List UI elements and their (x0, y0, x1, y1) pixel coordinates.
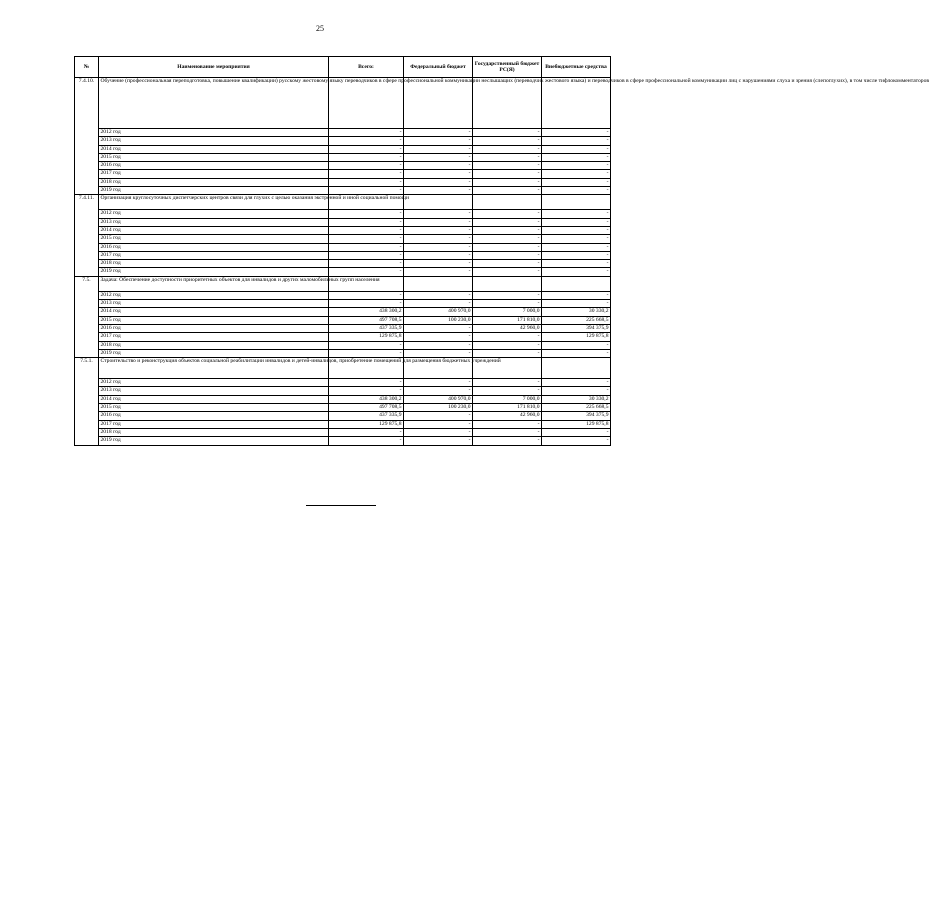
year-cell: 2015 год (99, 235, 329, 243)
table-row (75, 404, 611, 412)
federal-cell: 100 230,0 (404, 404, 473, 412)
budget-table (74, 56, 929, 446)
state-cell: - (473, 341, 542, 349)
total-cell: 437 335,9 (329, 324, 404, 332)
state-cell: - (473, 428, 542, 436)
federal-cell: - (404, 412, 473, 420)
table-row (75, 137, 611, 145)
header-name: Наименование мероприятия (99, 57, 329, 78)
total-cell: - (329, 170, 404, 178)
section-title: Строительство и реконструкция объектов социальной реабилитации инвалидов и детей-инвалидов, приобретение помещений для размещения бюджетных учреждений (99, 358, 329, 379)
federal-cell: - (404, 218, 473, 226)
year-cell: 2019 год (99, 268, 329, 276)
state-cell: 171 810,0 (473, 404, 542, 412)
extra-cell: - (542, 243, 611, 251)
table-row (75, 260, 611, 268)
federal-cell: 400 970,0 (404, 395, 473, 403)
year-cell: 2013 год (99, 218, 329, 226)
table-row (75, 218, 611, 226)
federal-cell: - (404, 187, 473, 195)
section-title: Задача: Обеспечение доступности приоритетных объектов для инвалидов и других маломобильных групп населения (99, 276, 329, 291)
state-cell: - (473, 187, 542, 195)
year-cell: 2014 год (99, 308, 329, 316)
extra-cell: - (542, 349, 611, 357)
state-cell: - (473, 291, 542, 299)
table-row (75, 341, 611, 349)
table-row (75, 243, 611, 251)
header-total: Всего: (329, 57, 404, 78)
total-cell: - (329, 428, 404, 436)
extra-cell: 30 330,2 (542, 308, 611, 316)
state-cell: - (473, 379, 542, 387)
year-cell: 2012 год (99, 379, 329, 387)
table-header-row (75, 57, 611, 78)
federal-cell: - (404, 170, 473, 178)
year-cell: 2017 год (99, 170, 329, 178)
total-cell: - (329, 291, 404, 299)
section-code: 7.4.10. (75, 78, 99, 195)
federal-cell: - (404, 129, 473, 137)
table-row (75, 324, 611, 332)
empty-cell (542, 358, 611, 379)
state-cell: 7 000,0 (473, 395, 542, 403)
table-row (75, 412, 611, 420)
state-cell: - (473, 210, 542, 218)
table-row (75, 187, 611, 195)
table-row (75, 437, 611, 445)
federal-cell: - (404, 260, 473, 268)
federal-cell: - (404, 379, 473, 387)
table-row (75, 300, 611, 308)
state-cell: 42 960,0 (473, 324, 542, 332)
year-cell: 2016 год (99, 412, 329, 420)
total-cell: - (329, 268, 404, 276)
year-cell: 2017 год (99, 420, 329, 428)
table-row (75, 251, 611, 259)
state-cell: - (473, 178, 542, 186)
header-federal: Федеральный бюджет (404, 57, 473, 78)
empty-cell (404, 195, 473, 210)
state-cell: - (473, 243, 542, 251)
year-cell: 2017 год (99, 251, 329, 259)
extra-cell: - (542, 437, 611, 445)
extra-cell: - (542, 178, 611, 186)
federal-cell: - (404, 178, 473, 186)
extra-cell: - (542, 260, 611, 268)
federal-cell: - (404, 210, 473, 218)
year-cell: 2019 год (99, 437, 329, 445)
table-row (75, 333, 611, 341)
state-cell: 42 960,0 (473, 412, 542, 420)
extra-cell: 225 668,5 (542, 404, 611, 412)
total-cell: - (329, 387, 404, 395)
total-cell: 497 708,5 (329, 404, 404, 412)
federal-cell: - (404, 268, 473, 276)
year-cell: 2016 год (99, 243, 329, 251)
table-row (75, 395, 611, 403)
extra-cell: 394 375,9 (542, 412, 611, 420)
extra-cell: - (542, 379, 611, 387)
total-cell: - (329, 379, 404, 387)
total-cell: 438 300,2 (329, 395, 404, 403)
federal-cell: - (404, 300, 473, 308)
section-title: Организация круглосуточных диспетчерских центров связи для глухих с целью оказания экстренной и иной социальной помощи (99, 195, 329, 210)
header-num: № (75, 57, 99, 78)
table-row (75, 145, 611, 153)
total-cell: - (329, 235, 404, 243)
table-row (75, 162, 611, 170)
extra-cell: - (542, 210, 611, 218)
state-cell: - (473, 218, 542, 226)
year-cell: 2012 год (99, 291, 329, 299)
federal-cell: - (404, 349, 473, 357)
total-cell: - (329, 153, 404, 161)
total-cell: - (329, 129, 404, 137)
empty-cell (542, 276, 611, 291)
state-cell: - (473, 170, 542, 178)
federal-cell: - (404, 437, 473, 445)
extra-cell: - (542, 137, 611, 145)
year-cell: 2018 год (99, 178, 329, 186)
extra-cell: 129 875,8 (542, 333, 611, 341)
section-title-row (75, 195, 611, 210)
federal-cell: - (404, 324, 473, 332)
extra-cell: - (542, 341, 611, 349)
table-row (75, 428, 611, 436)
federal-cell: - (404, 333, 473, 341)
extra-cell: - (542, 153, 611, 161)
federal-cell: 400 970,0 (404, 308, 473, 316)
table-body (75, 78, 929, 446)
table-row (75, 210, 611, 218)
federal-cell: - (404, 226, 473, 234)
header-extra: Внебюджетные средства (542, 57, 611, 78)
extra-cell: - (542, 145, 611, 153)
federal-cell: - (404, 420, 473, 428)
state-cell: - (473, 387, 542, 395)
section-code: 7.4.11. (75, 195, 99, 276)
extra-cell: - (542, 162, 611, 170)
year-cell: 2018 год (99, 260, 329, 268)
total-cell: 129 875,8 (329, 420, 404, 428)
total-cell: - (329, 341, 404, 349)
year-cell: 2012 год (99, 210, 329, 218)
state-cell: - (473, 260, 542, 268)
table-row (75, 308, 611, 316)
total-cell: - (329, 300, 404, 308)
total-cell: 129 875,8 (329, 333, 404, 341)
total-cell: - (329, 243, 404, 251)
table-row (75, 178, 611, 186)
total-cell: 438 300,2 (329, 308, 404, 316)
total-cell: - (329, 210, 404, 218)
empty-cell (473, 78, 542, 129)
extra-cell: 225 668,5 (542, 316, 611, 324)
year-cell: 2015 год (99, 404, 329, 412)
year-cell: 2018 год (99, 428, 329, 436)
state-cell: 7 000,0 (473, 308, 542, 316)
year-cell: 2014 год (99, 226, 329, 234)
empty-cell (542, 195, 611, 210)
table-row (75, 316, 611, 324)
year-cell: 2017 год (99, 333, 329, 341)
federal-cell: - (404, 153, 473, 161)
year-cell: 2014 год (99, 145, 329, 153)
total-cell: - (329, 145, 404, 153)
section-code: 7.5.1. (75, 358, 99, 445)
state-cell: - (473, 251, 542, 259)
table-row (75, 291, 611, 299)
state-cell: - (473, 162, 542, 170)
empty-cell (542, 78, 611, 129)
extra-cell: - (542, 387, 611, 395)
federal-cell: - (404, 137, 473, 145)
footnote-separator-line (306, 505, 376, 506)
year-cell: 2012 год (99, 129, 329, 137)
year-cell: 2013 год (99, 137, 329, 145)
table-row (75, 129, 611, 137)
extra-cell: - (542, 268, 611, 276)
year-cell: 2016 год (99, 162, 329, 170)
extra-cell: - (542, 300, 611, 308)
year-cell: 2019 год (99, 349, 329, 357)
header-state: Государственный бюджет РС(Я) (473, 57, 542, 78)
state-cell: - (473, 300, 542, 308)
total-cell: - (329, 178, 404, 186)
federal-cell: - (404, 341, 473, 349)
state-cell: - (473, 235, 542, 243)
federal-cell: - (404, 162, 473, 170)
total-cell: - (329, 260, 404, 268)
extra-cell: - (542, 170, 611, 178)
state-cell: - (473, 145, 542, 153)
federal-cell: 100 230,0 (404, 316, 473, 324)
table-row (75, 387, 611, 395)
table-row (75, 235, 611, 243)
federal-cell: - (404, 291, 473, 299)
state-cell: - (473, 333, 542, 341)
table-row (75, 420, 611, 428)
total-cell: - (329, 226, 404, 234)
extra-cell: - (542, 218, 611, 226)
section-title-row (75, 276, 611, 291)
extra-cell: - (542, 251, 611, 259)
section-title-row (75, 78, 611, 129)
year-cell: 2019 год (99, 187, 329, 195)
empty-cell (329, 78, 404, 129)
extra-cell: 394 375,9 (542, 324, 611, 332)
table-row (75, 349, 611, 357)
state-cell: - (473, 437, 542, 445)
extra-cell: - (542, 187, 611, 195)
year-cell: 2016 год (99, 324, 329, 332)
state-cell: - (473, 268, 542, 276)
total-cell: - (329, 187, 404, 195)
section-title-row (75, 358, 611, 379)
federal-cell: - (404, 387, 473, 395)
total-cell: - (329, 437, 404, 445)
section-title: Обучение (профессиональная переподготовка, повышение квалификации) русскому жестовому языку переводчиков в сфере профессиональной коммуникации неслышащих (переводчик жестового языка) и переводчиков в сфере профессиональной коммуникации лиц с нарушениями слуха и зрения (слепоглухих), в том числе тифлокомментаторов (99, 78, 329, 129)
year-cell: 2013 год (99, 300, 329, 308)
federal-cell: - (404, 428, 473, 436)
state-cell: - (473, 226, 542, 234)
year-cell: 2015 год (99, 153, 329, 161)
table-row (75, 379, 611, 387)
section-code: 7.5. (75, 276, 99, 357)
empty-cell (404, 78, 473, 129)
total-cell: - (329, 162, 404, 170)
federal-cell: - (404, 235, 473, 243)
extra-cell: 30 330,2 (542, 395, 611, 403)
total-cell: - (329, 137, 404, 145)
federal-cell: - (404, 243, 473, 251)
empty-cell (404, 276, 473, 291)
state-cell: - (473, 129, 542, 137)
state-cell: - (473, 137, 542, 145)
total-cell: 437 335,9 (329, 412, 404, 420)
extra-cell: - (542, 129, 611, 137)
table-row (75, 153, 611, 161)
page-number: 25 (316, 24, 324, 33)
extra-cell: - (542, 235, 611, 243)
year-cell: 2014 год (99, 395, 329, 403)
federal-cell: - (404, 145, 473, 153)
total-cell: 497 708,5 (329, 316, 404, 324)
empty-cell (473, 195, 542, 210)
total-cell: - (329, 218, 404, 226)
empty-cell (473, 276, 542, 291)
state-cell: - (473, 349, 542, 357)
table-row (75, 268, 611, 276)
state-cell: 171 810,0 (473, 316, 542, 324)
total-cell: - (329, 349, 404, 357)
extra-cell: - (542, 428, 611, 436)
state-cell: - (473, 420, 542, 428)
extra-cell: - (542, 291, 611, 299)
year-cell: 2018 год (99, 341, 329, 349)
total-cell: - (329, 251, 404, 259)
extra-cell: - (542, 226, 611, 234)
state-cell: - (473, 153, 542, 161)
extra-cell: 129 875,8 (542, 420, 611, 428)
year-cell: 2013 год (99, 387, 329, 395)
year-cell: 2015 год (99, 316, 329, 324)
federal-cell: - (404, 251, 473, 259)
table-row (75, 226, 611, 234)
table-row (75, 170, 611, 178)
